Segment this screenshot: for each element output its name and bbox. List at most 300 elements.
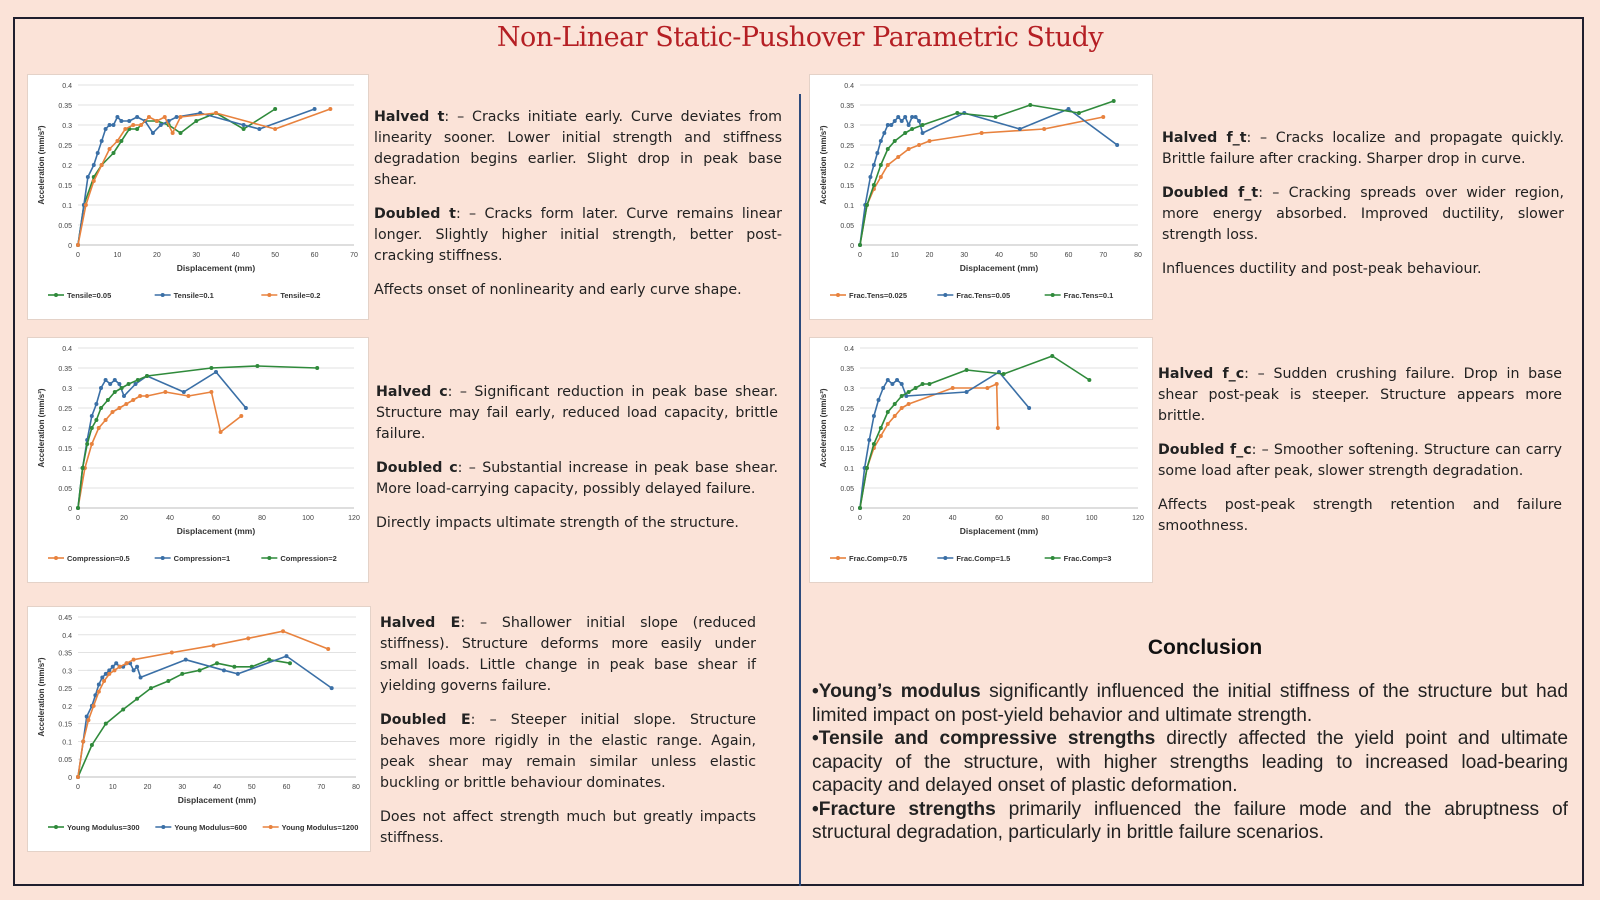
data-point	[1112, 99, 1116, 103]
chart-young-modulus	[27, 606, 371, 852]
data-point	[886, 410, 890, 414]
legend-label: Frac.Tens=0.1	[1063, 291, 1114, 300]
y-tick-label: 0.45	[58, 615, 72, 622]
data-point	[149, 686, 153, 690]
legend-marker	[1051, 293, 1055, 297]
y-tick-label: 0.4	[844, 83, 854, 90]
data-point	[858, 506, 862, 510]
legend-marker	[269, 825, 273, 829]
data-point	[214, 370, 218, 374]
y-tick-label: 0.05	[58, 223, 72, 230]
y-tick-label: 0	[68, 243, 72, 250]
legend-label: Compression=2	[280, 554, 337, 563]
x-tick-label: 0	[76, 515, 80, 522]
data-point	[868, 175, 872, 179]
data-point	[106, 398, 110, 402]
data-point	[76, 775, 80, 779]
x-tick-label: 80	[1041, 515, 1050, 522]
data-point	[215, 661, 219, 665]
desc-fc-doubled	[1158, 440, 1562, 482]
y-tick-label: 0.15	[58, 183, 72, 190]
body-doubled-c: : – Substantial increase in peak base shear. More load-carrying capacity, possibly delayed failure.	[376, 460, 778, 497]
data-point	[81, 739, 85, 743]
label-halved-t: Halved t	[374, 109, 445, 125]
data-point	[879, 175, 883, 179]
data-point	[242, 123, 246, 127]
data-point	[214, 111, 218, 115]
y-axis-label: Acceleration (mm/s²)	[37, 125, 46, 205]
data-point	[896, 115, 900, 119]
y-tick-label: 0.35	[58, 103, 72, 110]
y-tick-label: 0	[850, 243, 854, 250]
data-point	[92, 704, 96, 708]
data-point	[90, 442, 94, 446]
data-point	[914, 115, 918, 119]
desc-young-note: Does not affect strength much but greatly impacts stiffness.	[380, 809, 756, 846]
data-point	[882, 131, 886, 135]
conclusion-label-young: •Young’s modulus	[812, 681, 981, 702]
data-point	[921, 382, 925, 386]
data-point	[209, 390, 213, 394]
data-point	[119, 139, 123, 143]
data-point	[104, 672, 108, 676]
x-tick-label: 80	[1134, 252, 1142, 259]
x-tick-label: 10	[108, 784, 117, 791]
data-point	[222, 668, 226, 672]
chart-compression-svg	[28, 338, 368, 582]
data-point	[198, 668, 202, 672]
conclusion-point-strengths	[812, 727, 1568, 798]
data-point	[879, 434, 883, 438]
data-point	[115, 115, 119, 119]
data-point	[995, 382, 999, 386]
desc-young-doubled	[380, 710, 756, 794]
data-point	[122, 394, 126, 398]
data-point	[117, 406, 121, 410]
legend-marker	[161, 556, 165, 560]
data-point	[955, 111, 959, 115]
legend-marker	[161, 293, 165, 297]
x-tick-label: 20	[925, 252, 934, 259]
legend-marker	[161, 825, 165, 829]
x-tick-label: 40	[166, 515, 174, 522]
desc-compression-halved	[376, 382, 778, 445]
data-point	[127, 119, 131, 123]
data-point	[97, 683, 101, 687]
conclusion-point-fracture	[812, 798, 1568, 845]
data-point	[285, 654, 289, 658]
y-tick-label: 0	[68, 775, 72, 782]
data-point	[111, 151, 115, 155]
y-tick-label: 0.1	[844, 466, 854, 473]
desc-frac-tension	[1162, 128, 1564, 293]
y-tick-label: 0.25	[58, 686, 72, 694]
label-doubled-t: Doubled t	[374, 206, 456, 222]
desc-compression	[376, 382, 778, 547]
data-point	[907, 390, 911, 394]
legend-marker	[54, 556, 58, 560]
data-point	[166, 679, 170, 683]
data-point	[179, 131, 183, 135]
y-tick-label: 0.35	[58, 650, 72, 658]
data-point	[288, 661, 292, 665]
y-tick-label: 0.05	[58, 757, 72, 765]
label-doubled-fc: Doubled f_c	[1158, 442, 1252, 458]
data-point	[135, 115, 139, 119]
desc-ft-doubled	[1162, 183, 1564, 246]
data-point	[104, 722, 108, 726]
data-point	[111, 410, 115, 414]
y-tick-label: 0.1	[62, 739, 72, 747]
chart-frac-tension	[809, 74, 1153, 320]
data-point	[1027, 406, 1031, 410]
desc-thickness-halved	[374, 107, 782, 191]
x-tick-label: 50	[271, 252, 280, 259]
data-point	[881, 386, 885, 390]
x-tick-label: 60	[310, 252, 319, 259]
data-point	[921, 123, 925, 127]
data-point	[907, 123, 911, 127]
y-tick-label: 0.05	[58, 486, 72, 493]
label-doubled-ft: Doubled f_t	[1162, 185, 1259, 201]
data-point	[194, 119, 198, 123]
y-tick-label: 0.15	[840, 446, 854, 453]
data-point	[119, 119, 123, 123]
data-point	[917, 119, 921, 123]
legend-marker	[267, 293, 271, 297]
data-point	[90, 414, 94, 418]
data-point	[889, 123, 893, 127]
data-point	[273, 127, 277, 131]
data-point	[139, 675, 143, 679]
y-tick-label: 0.2	[62, 426, 72, 433]
data-point	[1077, 111, 1081, 115]
data-point	[86, 175, 90, 179]
data-point	[159, 123, 163, 127]
data-point	[903, 131, 907, 135]
label-doubled-c: Doubled c	[376, 460, 458, 476]
data-point	[893, 414, 897, 418]
body-doubled-ft: : – Cracking spreads over wider region, more energy absorbed. Improved ductility, slower strength loss.	[1162, 185, 1564, 243]
desc-frac-compression	[1158, 364, 1562, 550]
legend-marker	[836, 293, 840, 297]
data-point	[244, 406, 248, 410]
data-point	[113, 378, 117, 382]
data-point	[145, 394, 149, 398]
data-point	[113, 390, 117, 394]
data-point	[136, 378, 140, 382]
x-tick-label: 0	[76, 252, 80, 259]
data-point	[242, 127, 246, 131]
data-point	[81, 466, 85, 470]
data-point	[886, 163, 890, 167]
data-point	[907, 402, 911, 406]
data-point	[92, 163, 96, 167]
data-point	[1028, 103, 1032, 107]
legend-marker	[54, 293, 58, 297]
series-line	[78, 631, 328, 777]
chart-frac-compression-svg	[810, 338, 1152, 582]
data-point	[900, 382, 904, 386]
data-point	[236, 672, 240, 676]
data-point	[147, 115, 151, 119]
data-point	[877, 398, 881, 402]
data-point	[872, 414, 876, 418]
x-tick-label: 70	[1099, 252, 1108, 259]
x-tick-label: 30	[192, 252, 201, 259]
data-point	[255, 364, 259, 368]
data-point	[124, 402, 128, 406]
data-point	[985, 386, 989, 390]
desc-thickness-note: Affects onset of nonlinearity and early curve shape.	[374, 282, 742, 298]
data-point	[123, 127, 127, 131]
data-point	[132, 668, 136, 672]
x-tick-label: 10	[890, 252, 899, 259]
data-point	[890, 382, 894, 386]
y-tick-label: 0.05	[840, 223, 854, 230]
y-tick-label: 0.4	[844, 346, 854, 353]
y-tick-label: 0.2	[844, 426, 854, 433]
x-tick-label: 20	[143, 784, 152, 791]
data-point	[951, 386, 955, 390]
y-tick-label: 0.35	[840, 366, 854, 373]
data-point	[100, 163, 104, 167]
data-point	[84, 203, 88, 207]
x-tick-label: 0	[858, 515, 862, 522]
page-title: Non-Linear Static-Pushover Parametric Study	[496, 22, 1104, 53]
data-point	[910, 115, 914, 119]
x-tick-label: 120	[1132, 515, 1144, 522]
data-point	[115, 139, 119, 143]
y-tick-label: 0.1	[62, 466, 72, 473]
data-point	[281, 629, 285, 633]
y-tick-label: 0.4	[62, 83, 72, 90]
body-doubled-fc: : – Smoother softening. Structure can carry some load after peak, slower strength degradation.	[1158, 442, 1562, 479]
data-point	[135, 697, 139, 701]
y-tick-label: 0.2	[844, 163, 854, 170]
desc-thickness	[374, 107, 782, 314]
data-point	[107, 672, 111, 676]
data-point	[97, 690, 101, 694]
data-point	[131, 123, 135, 127]
data-point	[910, 127, 914, 131]
label-halved-c: Halved c	[376, 384, 448, 400]
data-point	[145, 374, 149, 378]
data-point	[267, 658, 271, 662]
data-point	[886, 147, 890, 151]
y-tick-label: 0.15	[840, 183, 854, 190]
y-tick-label: 0.35	[58, 366, 72, 373]
data-point	[996, 426, 1000, 430]
data-point	[886, 123, 890, 127]
x-axis-label: Displacement (mm)	[176, 526, 256, 536]
data-point	[872, 163, 876, 167]
y-tick-label: 0	[68, 506, 72, 513]
conclusion-body	[812, 680, 1568, 845]
desc-compression-note: Directly impacts ultimate strength of the structure.	[376, 515, 739, 531]
data-point	[104, 418, 108, 422]
conclusion-point-young	[812, 680, 1568, 727]
data-point	[330, 686, 334, 690]
data-point	[914, 386, 918, 390]
desc-young	[380, 613, 756, 862]
x-tick-label: 120	[348, 515, 360, 522]
y-tick-label: 0.05	[840, 486, 854, 493]
data-point	[135, 665, 139, 669]
data-point	[107, 668, 111, 672]
x-tick-label: 80	[258, 515, 266, 522]
data-point	[111, 665, 115, 669]
body-halved-c: : – Significant reduction in peak base shear. Structure may fail early, reduced load capacity, brittle failure.	[376, 384, 778, 442]
x-tick-label: 0	[858, 252, 862, 259]
data-point	[879, 426, 883, 430]
x-tick-label: 60	[282, 784, 291, 791]
data-point	[257, 127, 261, 131]
conclusion-label-fracture: •Fracture strengths	[812, 798, 996, 820]
label-halved-e: Halved E	[380, 615, 461, 631]
legend-label: Frac.Tens=0.05	[956, 291, 1011, 300]
desc-thickness-doubled	[374, 204, 782, 267]
x-tick-label: 40	[213, 784, 221, 791]
conclusion-title: Conclusion	[1147, 636, 1263, 659]
y-tick-label: 0.3	[62, 123, 72, 130]
data-point	[179, 115, 183, 119]
legend-label: Frac.Comp=1.5	[956, 554, 1011, 563]
data-point	[921, 131, 925, 135]
x-tick-label: 50	[247, 784, 256, 791]
data-point	[858, 243, 862, 247]
x-tick-label: 40	[231, 252, 240, 259]
data-point	[132, 658, 136, 662]
data-point	[102, 679, 106, 683]
data-point	[175, 115, 179, 119]
data-point	[99, 386, 103, 390]
y-axis-label: Acceleration (mm/s²)	[819, 125, 828, 205]
data-point	[879, 163, 883, 167]
legend-marker	[267, 556, 271, 560]
desc-fc-halved	[1158, 364, 1562, 427]
body-doubled-t: : – Cracks form later. Curve remains linear longer. Slightly higher initial strength, better post-cracking stiffness.	[374, 206, 782, 264]
conclusion-text-strengths: directly affected the yield point and ultimate capacity of the structure, with higher strengths leading to increased load-bearing capacity and delayed onset of plastic deformation.	[812, 728, 1568, 796]
data-point	[120, 386, 124, 390]
data-point	[90, 743, 94, 747]
legend-label: Compression=0.5	[67, 554, 130, 563]
data-point	[112, 668, 116, 672]
data-point	[315, 366, 319, 370]
data-point	[100, 139, 104, 143]
data-point	[121, 707, 125, 711]
body-halved-e: : – Shallower initial slope (reduced stiffness). Structure deforms more easily under small loads. Little change in peak base shear if yielding governs failure.	[380, 615, 756, 694]
data-point	[893, 402, 897, 406]
x-tick-label: 40	[948, 515, 957, 522]
data-point	[872, 183, 876, 187]
data-point	[879, 139, 883, 143]
data-point	[134, 382, 138, 386]
data-point	[182, 390, 186, 394]
y-tick-label: 0.3	[844, 123, 854, 130]
data-point	[313, 107, 317, 111]
x-axis-label: Displacement (mm)	[959, 263, 1039, 273]
data-point	[872, 442, 876, 446]
data-point	[328, 107, 332, 111]
data-point	[246, 636, 250, 640]
data-point	[965, 390, 969, 394]
legend-marker	[54, 825, 58, 829]
legend-label: Tensile=0.2	[280, 291, 321, 300]
y-tick-label: 0.2	[62, 163, 72, 170]
desc-young-halved	[380, 613, 756, 697]
data-point	[104, 378, 108, 382]
y-tick-label: 0.3	[62, 668, 72, 676]
data-point	[886, 422, 890, 426]
x-tick-label: 0	[76, 784, 80, 791]
data-point	[900, 406, 904, 410]
legend-label: Tensile=0.05	[67, 291, 112, 300]
data-point	[85, 715, 89, 719]
data-point	[117, 382, 121, 386]
data-point	[994, 115, 998, 119]
data-point	[326, 647, 330, 651]
data-point	[239, 414, 243, 418]
data-point	[273, 107, 277, 111]
data-point	[875, 151, 879, 155]
y-tick-label: 0.25	[840, 406, 854, 413]
x-tick-label: 100	[1085, 515, 1098, 522]
column-divider	[799, 94, 801, 886]
data-point	[219, 430, 223, 434]
data-point	[895, 378, 899, 382]
label-halved-fc: Halved f_c	[1158, 366, 1245, 382]
data-point	[900, 119, 904, 123]
data-point	[180, 672, 184, 676]
data-point	[209, 366, 213, 370]
chart-tensile-svg	[28, 75, 368, 319]
conclusion-label-strengths: •Tensile and compressive strengths	[812, 728, 1156, 749]
legend-marker	[943, 293, 947, 297]
data-point	[99, 406, 103, 410]
legend-label: Young Modulus=300	[67, 823, 140, 832]
conclusion-text-fracture: primarily influenced the failure mode and the abruptness of structural degradation, particularly in brittle failure scenarios.	[812, 798, 1569, 843]
data-point	[96, 151, 100, 155]
x-axis-label: Displacement (mm)	[177, 795, 257, 805]
data-point	[184, 658, 188, 662]
y-axis-label: Acceleration (mm/s²)	[37, 388, 46, 468]
legend-label: Frac.Tens=0.025	[849, 291, 908, 300]
y-tick-label: 0.15	[58, 721, 72, 729]
data-point	[1002, 372, 1006, 376]
y-tick-label: 0.25	[58, 143, 72, 150]
data-point	[76, 243, 80, 247]
x-tick-label: 100	[302, 515, 314, 522]
legend-label: Young Modulus=1200	[281, 823, 359, 832]
data-point	[1050, 354, 1054, 358]
data-point	[90, 426, 94, 430]
data-point	[92, 179, 96, 183]
legend-label: Young Modulus=600	[174, 823, 247, 832]
x-tick-label: 20	[902, 515, 911, 522]
data-point	[127, 382, 131, 386]
data-point	[917, 143, 921, 147]
data-point	[118, 665, 122, 669]
chart-frac-compression	[809, 337, 1153, 583]
conclusion-text-young: significantly influenced the initial stiffness of the structure but had limited impact on post-yield behavior and ultimate strength.	[812, 681, 1568, 726]
desc-compression-doubled	[376, 458, 778, 500]
data-point	[893, 119, 897, 123]
desc-ft-note: Influences ductility and post-peak behaviour.	[1162, 261, 1482, 277]
body-doubled-e: : – Steeper initial slope. Structure behaves more rigidly in the elastic range. Again, peak shear may remain similar unless elastic buckling or brittle behaviour dominates.	[380, 712, 756, 791]
chart-tensile	[27, 74, 369, 320]
chart-frac-tension-svg	[810, 75, 1152, 319]
